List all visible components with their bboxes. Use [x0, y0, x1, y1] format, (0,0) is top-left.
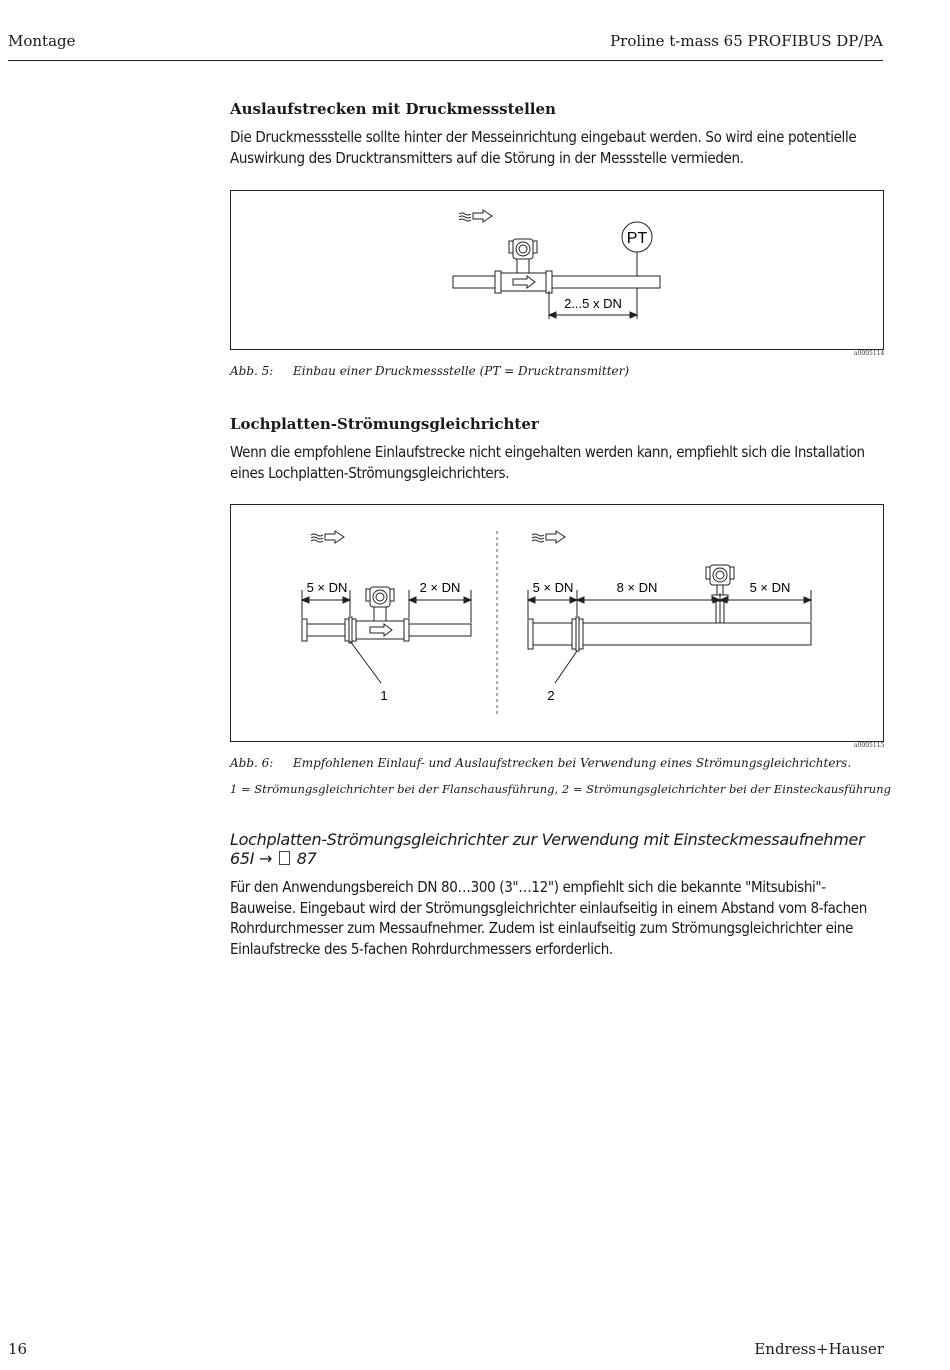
pt-label: PT — [626, 230, 648, 247]
page-ref-icon — [279, 851, 290, 865]
figure-5-number: Abb. 5: — [230, 364, 274, 378]
section-paragraph: Die Druckmessstelle sollte hinter der Messeinrichtung eingebaut werden. So wird eine potentielle Auswirkung des Drucktransmitters auf die Störung in der Messstelle vermieden. — [230, 128, 857, 167]
figure-5-code: a0005114 — [854, 350, 885, 357]
transmitter-icon — [366, 587, 394, 621]
figure-6 — [230, 504, 884, 742]
pipe — [453, 271, 660, 293]
page-header — [8, 30, 883, 61]
dim-label-left-1: 5 × DN — [306, 580, 348, 595]
figure-5-caption-text: Einbau einer Druckmessstelle (PT = Drucktransmitter) — [293, 364, 630, 378]
callout-1: 1 — [380, 688, 388, 703]
product-title: Proline t-mass 65 PROFIBUS DP/PA — [610, 32, 883, 50]
subsection-title: Lochplatten-Strömungsgleichrichter zur Verwendung mit Einsteckmessaufnehmer 65I — [230, 830, 865, 868]
dim-label-right-3: 5 × DN — [749, 580, 791, 595]
section-heading: Lochplatten-Strömungsgleichrichter — [230, 415, 539, 433]
figure-6-caption — [230, 756, 851, 770]
page-reference: 87 — [296, 849, 317, 868]
pipe-right — [528, 617, 811, 651]
dimension-label: 2...5 x DN — [564, 296, 622, 311]
flow-arrow-icon — [532, 531, 565, 543]
page-number: 16 — [8, 1340, 28, 1358]
callout-2: 2 — [547, 688, 555, 703]
flow-arrow-icon — [459, 210, 492, 222]
figure-5-caption — [230, 364, 629, 378]
subsection-heading — [230, 830, 884, 868]
arrow-right-icon: → — [258, 849, 273, 868]
transmitter-icon — [509, 239, 537, 273]
section-druckmessstellen — [230, 100, 884, 168]
section-paragraph: Für den Anwendungsbereich DN 80…300 (3"…12") empfiehlt sich die bekannte "Mitsubishi"-Bauweise. Eingebaut wird der Strömungsgleichrichter einlaufseitig in einem Abstand vom 8-fachen Rohrdurchmesser zum Messaufnehmer. Zudem ist einlaufseitig zum Strömungsgleichrichter eine Einlaufstrecke des 5-fachen Rohrdurchmessers erforderlich. — [230, 878, 867, 958]
dim-label-left-2: 2 × DN — [419, 580, 461, 595]
figure-6-code: a0005115 — [854, 742, 885, 749]
dim-label-right-2: 8 × DN — [616, 580, 658, 595]
dim-label-right-1: 5 × DN — [532, 580, 574, 595]
figure-6-number: Abb. 6: — [230, 756, 274, 770]
figure-5 — [230, 190, 884, 350]
section-title: Montage — [8, 32, 76, 50]
section-heading: Auslaufstrecken mit Druckmessstellen — [230, 100, 556, 118]
brand-name: Endress+Hauser — [754, 1340, 884, 1358]
section-einsteck — [230, 830, 884, 959]
figure-6-caption-text: Empfohlenen Einlauf- und Auslaufstrecken bei Verwendung eines Strömungsgleichrichters. — [293, 756, 852, 770]
section-stroemungsgleichrichter — [230, 415, 884, 483]
section-paragraph: Wenn die empfohlene Einlaufstrecke nicht eingehalten werden kann, empfiehlt sich die Installation eines Lochplatten-Strömungsgleichrichters. — [230, 443, 865, 482]
figure-6-legend: 1 = Strömungsgleichrichter bei der Flanschausführung, 2 = Strömungsgleichrichter bei der Einsteckausführung — [230, 782, 891, 796]
flow-arrow-icon — [311, 531, 344, 543]
figure-6-diagram — [231, 505, 883, 741]
figure-5-diagram — [231, 191, 883, 349]
